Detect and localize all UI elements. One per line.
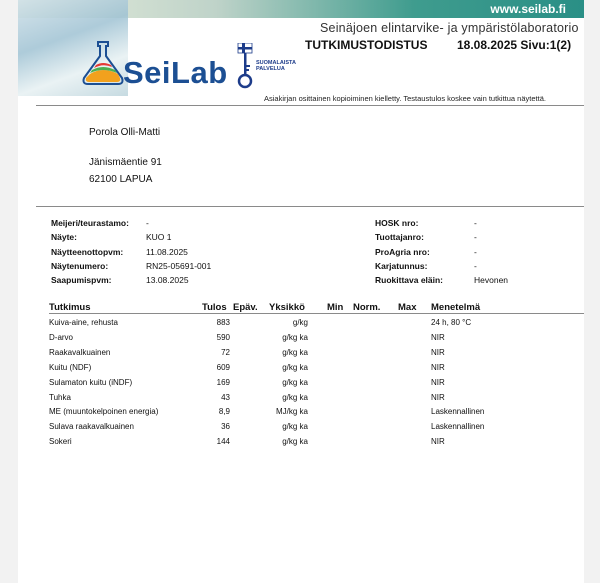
info-value: KUO 1 [146, 232, 172, 242]
info-label: Ruokittava eläin: [375, 275, 444, 285]
info-value: 13.08.2025 [146, 275, 189, 285]
row-test: Kuitu (NDF) [49, 362, 92, 372]
row-method: 24 h, 80 °C [431, 318, 472, 327]
row-result: 43 [221, 392, 230, 402]
row-method: Laskennallinen [431, 407, 485, 417]
recipient-street: Jänismäentie 91 [89, 157, 162, 168]
row-result: 883 [216, 318, 230, 327]
row-test: Sulava raakavalkuainen [49, 422, 134, 432]
row-result: 169 [216, 377, 230, 387]
row-result: 36 [221, 422, 230, 432]
row-result: 590 [216, 332, 230, 342]
row-unit: g/kg ka [282, 437, 308, 447]
row-result: 609 [216, 362, 230, 372]
row-unit: g/kg [292, 318, 308, 327]
table-header-divider [49, 313, 584, 314]
row-unit: g/kg ka [282, 332, 308, 342]
row-method: NIR [431, 362, 445, 372]
row-unit: g/kg ka [282, 392, 308, 402]
key-logo-text: SUOMALAISTA PALVELUA [256, 60, 296, 72]
row-unit: g/kg ka [282, 347, 308, 357]
flask-logo-icon [78, 40, 128, 86]
row-test: D-arvo [49, 332, 74, 342]
document-title: TUTKIMUSTODISTUS [305, 38, 428, 52]
col-header-uncertainty: Epäv. [233, 302, 258, 313]
info-value: - [474, 218, 477, 228]
row-result: 144 [216, 437, 230, 447]
recipient-name: Porola Olli-Matti [89, 127, 161, 138]
row-method: NIR [431, 392, 445, 402]
document-page [18, 0, 584, 583]
info-label: Tuottajanro: [375, 232, 424, 242]
info-value: 11.08.2025 [146, 247, 188, 257]
row-method: NIR [431, 437, 445, 447]
row-method: NIR [431, 347, 445, 357]
divider [36, 206, 584, 207]
info-value: Hevonen [474, 275, 509, 285]
info-label: ProAgria nro: [375, 247, 430, 257]
col-header-norm: Norm. [353, 302, 381, 313]
recipient-postal: 62100 LAPUA [89, 174, 153, 185]
seilab-logo-text: SeiLab [123, 55, 228, 90]
row-test: Tuhka [49, 392, 71, 402]
info-label: Näyte: [51, 232, 77, 242]
info-value: - [474, 232, 477, 242]
row-result: 72 [221, 347, 230, 357]
row-test: Raakavalkuainen [49, 347, 111, 357]
lab-name: Seinäjoen elintarvike- ja ympäristölaboratorio [320, 21, 579, 35]
info-label: Saapumispvm: [51, 275, 112, 285]
info-value: - [474, 261, 477, 271]
disclaimer: Asiakirjan osittainen kopioiminen kielletty. Testaustulos koskee vain tutkittua näytettä. [264, 94, 546, 103]
key-flag-logo-icon [234, 43, 256, 89]
col-header-test: Tutkimus [49, 302, 91, 313]
info-label: HOSK nro: [375, 218, 419, 228]
row-method: NIR [431, 332, 445, 342]
info-label: Näytenumero: [51, 261, 109, 271]
col-header-method: Menetelmä [431, 302, 481, 313]
col-header-max: Max [398, 302, 417, 313]
row-unit: MJ/kg ka [275, 407, 308, 417]
info-value: - [146, 218, 149, 228]
row-unit: g/kg ka [282, 362, 308, 372]
row-method: NIR [431, 377, 445, 387]
row-result: 8,9 [218, 407, 230, 417]
col-header-min: Min [327, 302, 344, 313]
row-unit: g/kg ka [282, 377, 308, 387]
row-test: Sokeri [49, 437, 72, 447]
info-value: - [474, 247, 477, 257]
website-url[interactable]: www.seilab.fi [490, 2, 566, 16]
col-header-unit: Yksikkö [269, 302, 305, 313]
divider [36, 105, 584, 106]
row-unit: g/kg ka [282, 422, 308, 432]
row-test: Kuiva-aine, rehusta [49, 318, 118, 327]
info-label: Näytteenottopvm: [51, 247, 124, 257]
row-method: Laskennallinen [431, 422, 485, 432]
col-header-result: Tulos [202, 302, 227, 313]
info-label: Karjatunnus: [375, 261, 428, 271]
row-test: ME (muuntokelpoinen energia) [49, 407, 159, 417]
info-label: Meijeri/teurastamo: [51, 218, 129, 228]
row-test: Sulamaton kuitu (iNDF) [49, 377, 133, 387]
info-value: RN25-05691-001 [146, 261, 212, 271]
document-date-page: 18.08.2025 Sivu:1(2) [457, 38, 572, 52]
